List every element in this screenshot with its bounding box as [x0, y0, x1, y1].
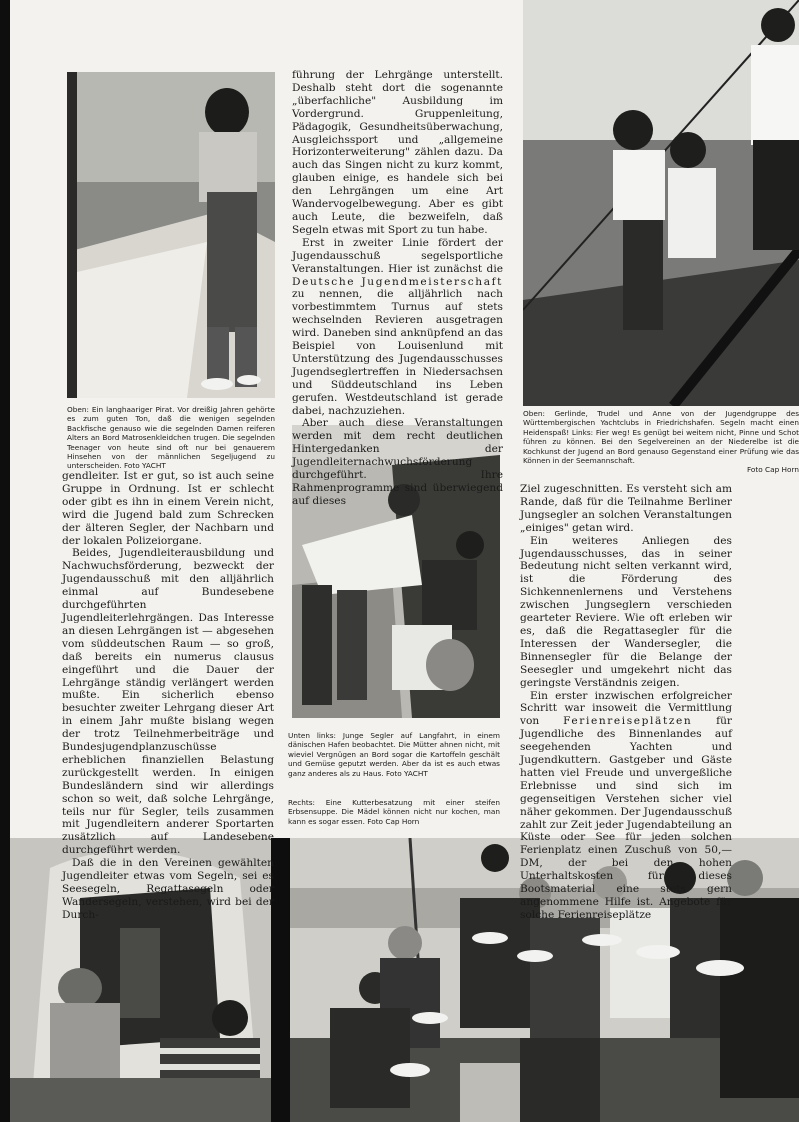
text-run: zu nennen, die alljährlich nach vorbestimmtem Turnus auf stets wechselnden Revieren ausgetragen wird. Daneben sind anknüpfend an das Beispiel von Louisenlund mit Unterstützung des Jugendausschusses Jugendseglertreffen in Niedersachsen und Süddeutschland ins Leben gerufen. Westdeutschland ist gerade dabei, nachzuziehen. — [292, 288, 503, 417]
paragraph: gendleiter. Ist er gut, so ist auch seine Gruppe in Ordnung. Ist er schlecht oder gibt es ihn in einem Verein nicht, wird die Jugend bald zum Schrecken der älteren Segler, der Nachbarn und der lokalen Polizeiorgane. — [62, 470, 274, 547]
photo-girl-on-boat — [67, 72, 275, 398]
caption-middle-1 — [288, 731, 500, 778]
caption-text: Rechts: Eine Kutterbesatzung mit einer steifen Erbsensuppe. Die Mädel können nicht nur kochen, man kann es sogar essen. — [288, 798, 500, 826]
text-column-middle — [292, 69, 503, 508]
paragraph: Beides, Jugendleiterausbildung und Nachwuchsförderung, bezweckt der Jugendausschuß mit den alljährlich einmal auf Bundesebene durchgeführten Jugendleiterlehrgängen. Das Interesse an diesen Lehrgängen ist — abgesehen vom süddeutschen Raum — so groß, daß bereits ein numerus clausus eingeführt und die Dauer der Lehrgänge ständig verlängert werden mußte. Ein sicherlich ebenso besuchter zweiter Lehrgang dieser Art in einem Jahr mußte bislang wegen der trotz Teilnehmerbeiträge und Bundesjugendplanzuschüsse erheblichen finanziellen Belastung zurückgestellt werden. In einigen Bundesländern sind wir allerdings schon so weit, daß solche Lehrgänge, teils nur für Segler, teils zusammen mit Jugendleitern anderer Sportarten zusätzlich auf Landesebene durchgeführt werden. — [62, 547, 274, 857]
caption-top-right — [523, 409, 799, 475]
text-run: für Jugendliche des Binnenlandes auf seegehenden Yachten und Jugendkuttern. Gastgeber und Gäste hatten viel Freude und unvergeßliche Erlebnisse und sind sich im gegenseitigen Verstehen sicher viel näher gekommen. Der Jugendausschuß zahlt zur Zeit jeder Jugendabteilung an Küste oder See für jeden solchen Ferienplatz einen Zuschuß von 50,— DM, der bei den hohen Unterhaltskosten für dieses Bootsmaterial eine stets gern angenommene Hilfe ist. Angebote für solche Ferienreiseplätze — [520, 715, 733, 921]
paragraph — [520, 690, 732, 922]
emphasized-term: Deutsche Jugendmeisterschaft — [292, 275, 503, 288]
paragraph: Daß die in den Vereinen gewählten Jugendleiter etwas vom Segeln, sei es Seesegeln, Regattasegeln oder Wandersegeln, verstehen, wird bei der Durch- — [62, 857, 274, 921]
paragraph: Aber auch diese Veranstaltungen werden mit dem recht deutlichen Hintergedanken der Jugendleiternachwuchsförderung durchgeführt. Ihre Rahmenprogramme sind überwiegend auf dieses — [292, 417, 503, 507]
paragraph: führung der Lehrgänge unterstellt. Deshalb steht dort die sogenannte „überfachliche" Ausbildung im Vordergrund. Gruppenleitung, Pädagogik, Gesundheitsüberwachung, Ausgleichssport und „allgemeine Horizonterweiterung" zählen dazu. Da auch das Singen nicht zu kurz kommt, glauben einige, es handele sich bei den Lehrgängen um eine Art Wandervogelbewegung. Aber es gibt auch Leute, die bezweifeln, daß Segeln etwas mit Sport zu tun habe. — [292, 69, 503, 236]
caption-top-left — [67, 405, 275, 471]
photo-credit: Foto YACHT — [385, 768, 428, 778]
caption-middle-2 — [288, 798, 500, 826]
paragraph: Ein weiteres Anliegen des Jugendausschusses, das in seiner Bedeutung nicht selten verkannt wird, ist die Förderung des Sichkennenlernens und Verstehens zwischen Jungseglern verschieden gearteter Reviere. Wie oft erleben wir es, daß die Regattasegler für die Interessen der Wandersegler, die Binnensegler für die Belange der Seesegler und umgekehrt nicht das geringste Verständnis zeigen. — [520, 534, 732, 689]
text-run: Erst in zweiter Linie fördert der Jugendausschuß segelsportliche Veranstaltungen. Hier ist zunächst die — [292, 236, 503, 275]
photo-credit: Foto Cap Horn — [367, 816, 420, 826]
caption-text: Oben: Gerlinde, Trudel und Anne von der Jugendgruppe des Württembergischen Yachtclubs in Friedrichshafen. Segeln macht einen Heidenspaß! Links: Fier weg! Es genügt bei weitem nicht, Pinne und Schot führen zu können. Bei den Segelvereinen an der Niederelbe ist die Kochkunst der Jugend an Bord genauso Gegenstand einer Prüfung wie das Können in der Seemannschaft. — [523, 409, 799, 466]
caption-text: Unten links: Junge Segler auf Langfahrt, in einem dänischen Hafen beobachtet. Die Mütter ahnen nicht, mit wieviel Vergnügen an Bord sogar die Kartoffeln geschält und Gemüse geputzt werden. Aber da ist es auch etwas ganz anderes als zu Haus. — [288, 731, 500, 778]
caption-text: Oben: Ein langhaariger Pirat. Vor dreißig Jahren gehörte es zum guten Ton, daß die wenigen segelnden Backfische genauso wie die segelnden Damen reiferen Alters an Bord Matrosenkleidchen trugen. Die segelnden Teenager von heute sind oft nur bei genauerem Hinsehen von der männlichen Segeljugend zu unterscheiden. — [67, 405, 275, 471]
photo-credit: Foto YACHT — [123, 461, 166, 471]
photo-credit: Foto Cap Horn — [746, 465, 799, 475]
scan-edge-left — [0, 0, 10, 1122]
photo-girls-on-sailboat — [523, 0, 799, 406]
text-column-left — [62, 470, 274, 922]
paragraph — [292, 237, 503, 418]
paragraph: Ziel zugeschnitten. Es versteht sich am Rande, daß für die Teilnahme Berliner Jungsegler an solchen Veranstaltungen „einiges" getan wird. — [520, 483, 732, 534]
emphasized-term: Ferienreiseplätzen — [563, 715, 693, 728]
text-column-right — [520, 483, 732, 922]
text-run: Ein erster inzwischen erfolgreicher Schritt war insoweit die Vermittlung von — [520, 689, 732, 728]
